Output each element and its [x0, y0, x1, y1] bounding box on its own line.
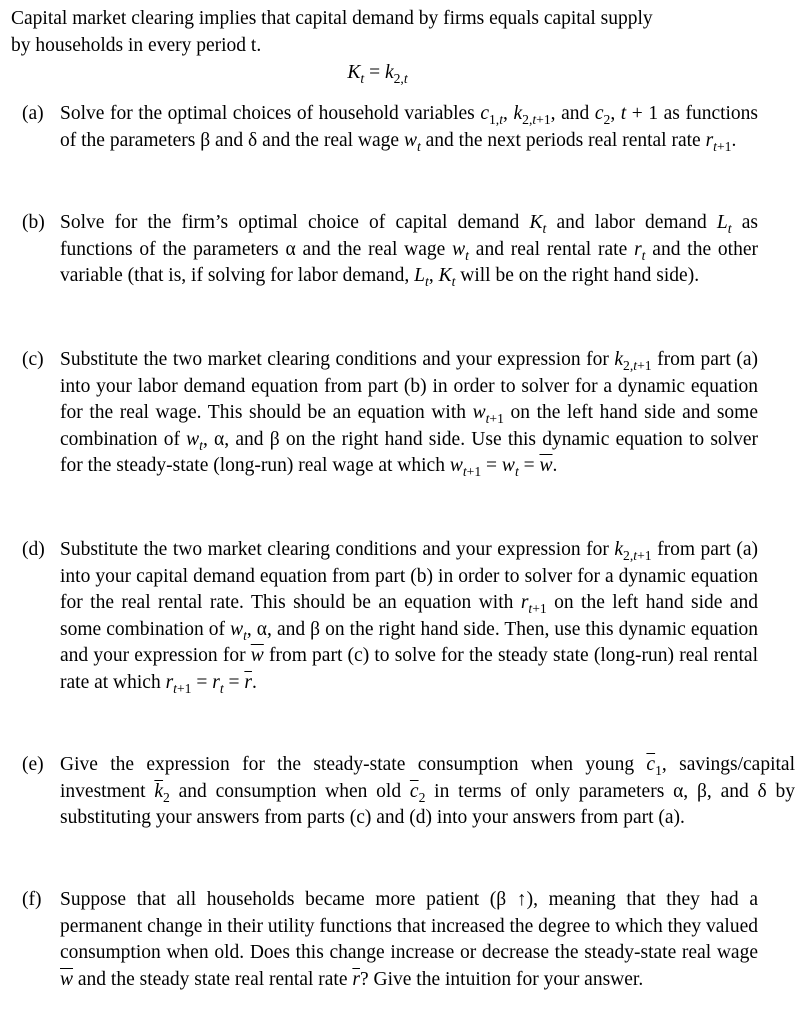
- part-f-label: (f): [22, 889, 42, 910]
- part-f: [22, 887, 758, 993]
- part-b-text: Solve for the firm’s optimal choice of capital demand $K_t$ and labor demand $L_t$ as functions of the parameters α and the real wage $w_t$ and real rental rate $r_t$ and the other variable (that is, if solving for labor demand, $L_t$, $K_t$ will be on the right hand side).: [60, 212, 758, 289]
- part-c: [22, 347, 758, 480]
- part-e: [22, 752, 796, 832]
- part-b-label: (b): [22, 212, 45, 233]
- intro-paragraph: [11, 6, 771, 59]
- part-d-label: (d): [22, 539, 45, 560]
- market-clearing-equation: $K_t = k_{2,t}$: [347, 62, 408, 86]
- part-a-label: (a): [22, 103, 44, 124]
- part-e-text: Give the expression for the steady-state consumption when young $\overline{c}_1$, savings/capital investment $\overline{k}_2$ and consumption when old $\overline{c}_2$ in terms of only parameters α, β, and δ by substituting your answers from parts (c) and (d) into your answers from part (a).: [60, 754, 796, 828]
- part-b: [22, 210, 758, 290]
- intro-line-2: [11, 33, 771, 60]
- intro-line-1: Capital market clearing implies that capital demand by firms equals capital supply: [11, 8, 653, 29]
- part-d-text: Substitute the two market clearing conditions and your expression for $k_{2,t+1}$ from part (a) into your capital demand equation from part (b) in order to solver for a dynamic equation for the real rental rate. This should be an equation with $r_{t+1}$ on the left hand side and some combination of $w_t$, α, and β on the right hand side. Then, use this dynamic equation and your expression for $\overline{w}$ from part (c) to solve for the steady state (long-run) real rental rate at which $r_{t+1} = r_t = \overline{r}$.: [60, 539, 759, 696]
- part-a: [22, 101, 758, 154]
- part-a-text: Solve for the optimal choices of household variables $c_{1,t}$, $k_{2,t+1}$, and $c_2$, t + 1 as functions of the parameters β and δ and the real wage $w_t$ and the next periods real rental rate $r_{t+1}$.: [60, 103, 759, 154]
- part-c-text: Substitute the two market clearing conditions and your expression for $k_{2,t+1}$ from part (a) into your labor demand equation from part (b) in order to solver for a dynamic equation for the real wage. This should be an equation with $w_{t+1}$ on the left hand side and some combination of $w_t$, α, and β on the right hand side. Use this dynamic equation to solver for the steady-state (long-run) real wage at which $w_{t+1} = w_t = \overline{w}$.: [60, 349, 758, 479]
- part-e-label: (e): [22, 754, 44, 775]
- part-f-text: Suppose that all households became more patient (β ↑), meaning that they had a permanent change in their utility functions that increased the degree to which they valued consumption when old. Does this change increase or decrease the steady-state real wage $\overline{w}$ and the steady state real rental rate $\overline{r}$? Give the intuition for your answer.: [60, 889, 758, 990]
- intro-line-2-text: by households in every period t.: [11, 34, 262, 56]
- part-c-label: (c): [22, 349, 44, 370]
- part-d: [22, 537, 758, 696]
